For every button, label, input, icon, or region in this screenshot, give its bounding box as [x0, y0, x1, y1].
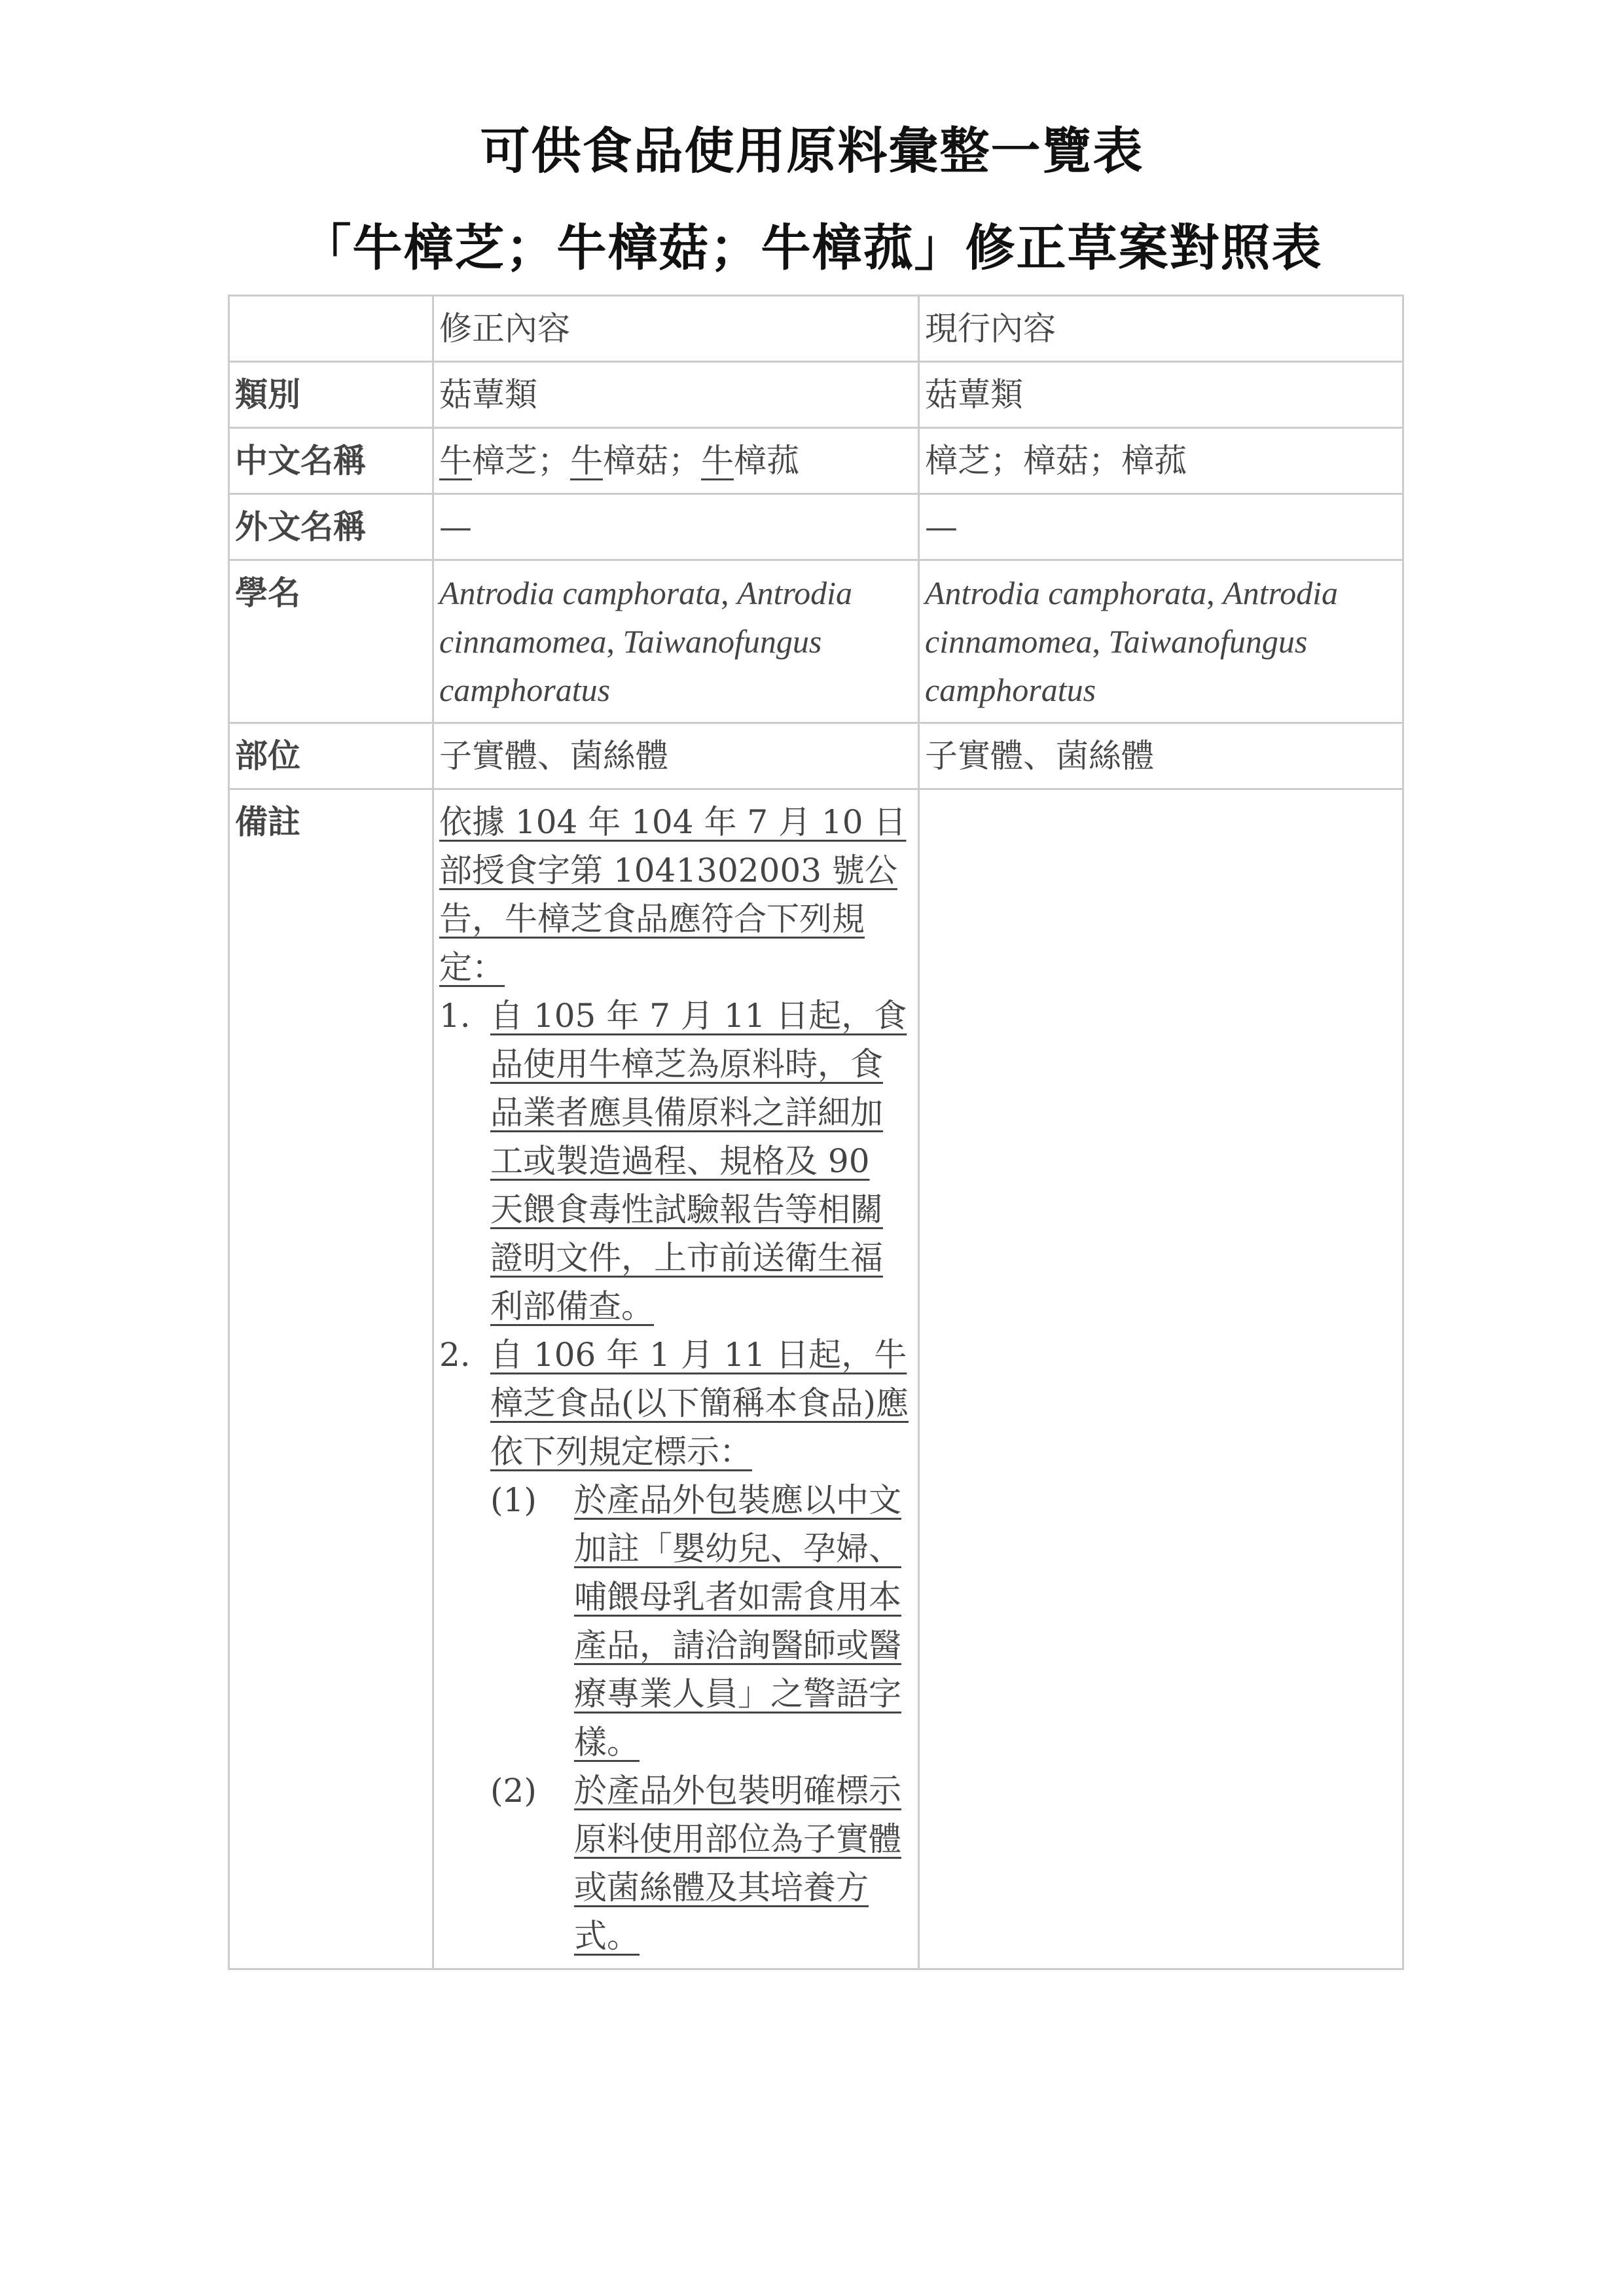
- sub-list-number: (1): [490, 1481, 537, 1519]
- scientific-name-current: [919, 560, 1403, 723]
- sci-name-3: Taiwanofungus camphoratus: [925, 623, 1308, 708]
- sci-name-2: Antrodia cinnamomea: [925, 575, 1339, 660]
- list-text: 自 106 年 1 月 11 日起，牛樟芝食品(以下簡稱本食品)應依下列規定標示： (1) 於產品外包裝應以中文加註「嬰幼兒、孕婦、哺餵母乳者如需食用本產品，請洽詢醫師或醫療專業人員」之警語字樣。 (2) 於產品外包裝明確標示原料使用部位為子實體或菌絲體及其培養方式。: [490, 1331, 912, 1960]
- sci-name-3: Taiwanofungus camphoratus: [439, 623, 822, 708]
- remarks-revised: [433, 789, 919, 1969]
- table-row: [229, 428, 1403, 494]
- document-title: 可供食品使用原料彙整一覽表: [480, 122, 1144, 180]
- table-row: [229, 723, 1403, 789]
- list-text: 自 105 年 7 月 11 日起，食品使用牛樟芝為原料時，食品業者應具備原料之詳細加工或製造過程、規格及 90 天餵食毒性試驗報告等相關證明文件，上市前送衛生福利部備查。: [490, 997, 907, 1325]
- name-text: 樟芝；: [472, 442, 570, 480]
- added-text: 牛: [439, 442, 472, 480]
- remarks-intro: 依據 104 年 104 年 7 月 10 日部授食字第 1041302003 號公告，牛樟芝食品應符合下列規定：: [439, 803, 907, 986]
- comparison-table: [228, 295, 1404, 1970]
- sci-sep: ,: [721, 575, 738, 611]
- category-current: 菇蕈類: [919, 362, 1403, 428]
- remarks-current: [919, 789, 1403, 1969]
- row-label-remarks: 備註: [229, 789, 433, 1969]
- added-text: 牛: [701, 442, 734, 480]
- added-text: 牛: [570, 442, 603, 480]
- name-text: 樟菰: [734, 442, 799, 480]
- part-revised: 子實體、菌絲體: [433, 723, 919, 789]
- list-item: [439, 992, 912, 1331]
- chinese-name-current: 樟芝；樟菇；樟菰: [919, 428, 1403, 494]
- table-row: [229, 494, 1403, 560]
- name-text: 樟菇；: [603, 442, 701, 480]
- chinese-name-revised: [433, 428, 919, 494]
- scientific-name-revised: [433, 560, 919, 723]
- foreign-name-revised: —: [433, 494, 919, 560]
- list-number: 2.: [439, 1336, 471, 1374]
- document-subtitle: 「牛樟芝；牛樟菇；牛樟菰」修正草案對照表: [301, 219, 1323, 277]
- sci-sep: ,: [1092, 623, 1109, 660]
- part-current: 子實體、菌絲體: [919, 723, 1403, 789]
- sci-sep: ,: [606, 623, 623, 660]
- sub-list-text: 於產品外包裝應以中文加註「嬰幼兒、孕婦、哺餵母乳者如需食用本產品，請洽詢醫師或醫療專業人員」之警語字樣。: [574, 1481, 901, 1761]
- list-number: 1.: [439, 997, 471, 1035]
- sci-name-2: Antrodia cinnamomea: [439, 575, 853, 660]
- foreign-name-current: —: [919, 494, 1403, 560]
- row-label-scientific-name: 學名: [229, 560, 433, 723]
- table-row: [229, 560, 1403, 723]
- row-label-category: 類別: [229, 362, 433, 428]
- sub-list-item: [490, 1767, 912, 1960]
- sub-list-number: (2): [490, 1772, 537, 1810]
- sub-list-item: [490, 1476, 912, 1767]
- row-label-foreign-name: 外文名稱: [229, 494, 433, 560]
- row-label-part: 部位: [229, 723, 433, 789]
- table-header-row: [229, 296, 1403, 362]
- header-blank-cell: [229, 296, 433, 362]
- sub-list-text: 於產品外包裝明確標示原料使用部位為子實體或菌絲體及其培養方式。: [574, 1772, 901, 1955]
- table-row: [229, 789, 1403, 1969]
- sci-name-1: Antrodia camphorata: [925, 575, 1207, 611]
- list-item: [439, 1331, 912, 1960]
- header-revised: 修正內容: [433, 296, 919, 362]
- table-row: [229, 362, 1403, 428]
- category-revised: 菇蕈類: [433, 362, 919, 428]
- header-current: 現行內容: [919, 296, 1403, 362]
- sci-sep: ,: [1206, 575, 1223, 611]
- row-label-chinese-name: 中文名稱: [229, 428, 433, 494]
- sci-name-1: Antrodia camphorata: [439, 575, 721, 611]
